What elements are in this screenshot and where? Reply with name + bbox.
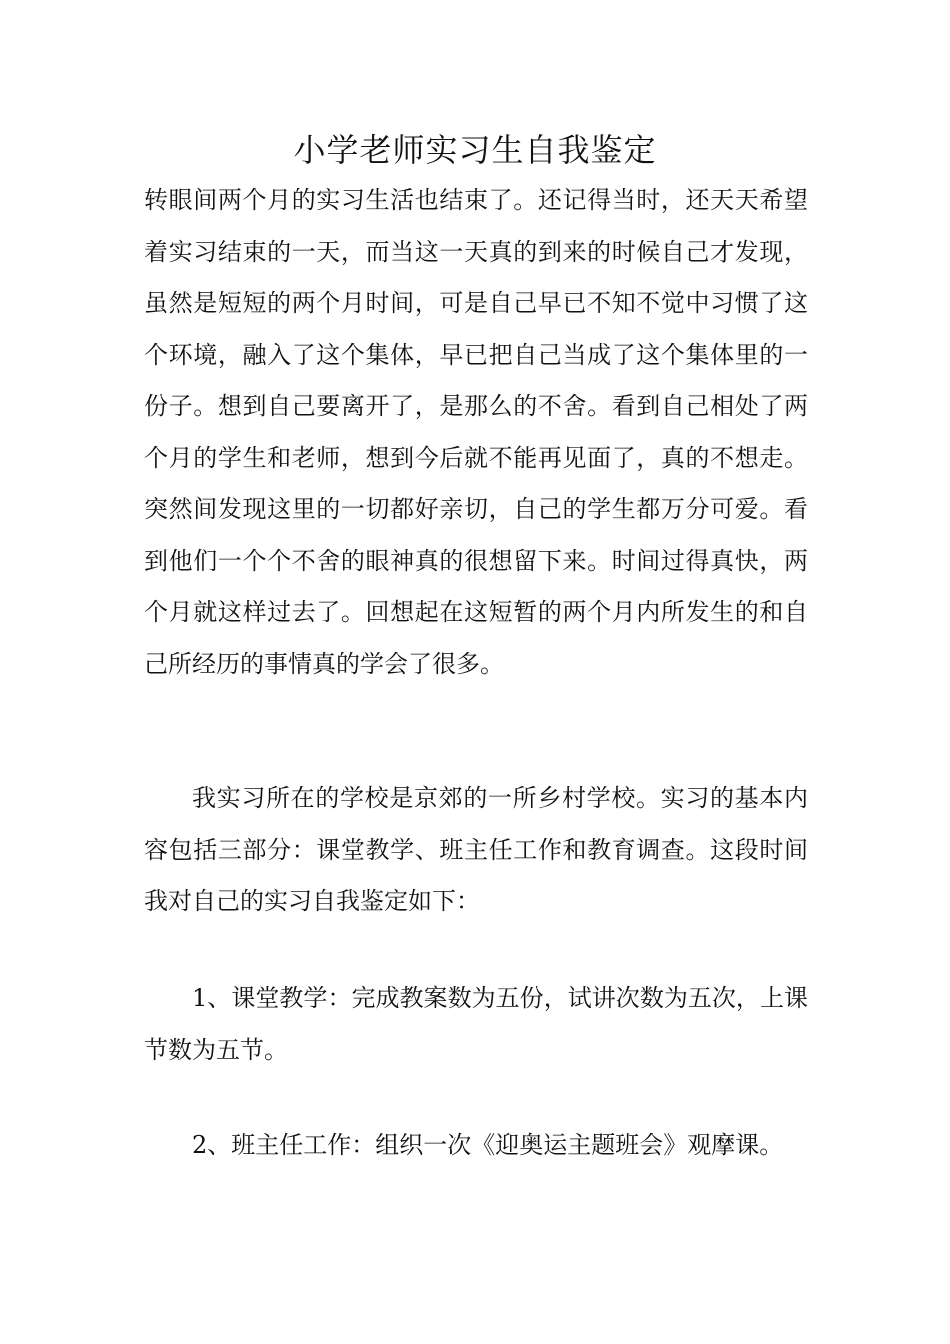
paragraph-class-teacher-work: 2、班主任工作：组织一次《迎奥运主题班会》观摩课。 bbox=[192, 1131, 784, 1159]
paragraph-school-overview: 我实习所在的学校是京郊的一所乡村学校。实习的基本内容包括三部分：课堂教学、班主任工作和教育调查。这段时间我对自己的实习自我鉴定如下： bbox=[144, 784, 808, 915]
paragraph-classroom-teaching: 1、课堂教学：完成教案数为五份，试讲次数为五次，上课节数为五节。 bbox=[144, 984, 808, 1064]
paragraph-intro: 转眼间两个月的实习生活也结束了。还记得当时，还天天希望着实习结束的一天，而当这一天真的到来的时候自己才发现，虽然是短短的两个月时间，可是自己早已不知不觉中习惯了这个环境，融入了这个集体，早已把自己当成了这个集体里的一份子。想到自己要离开了，是那么的不舍。看到自己相处了两个月的学生和老师，想到今后就不能再见面了，真的不想走。突然间发现这里的一切都好亲切，自己的学生都万分可爱。看到他们一个个不舍的眼神真的很想留下来。时间过得真快，两个月就这样过去了。回想起在这短暂的两个月内所发生的和自己所经历的事情真的学会了很多。 bbox=[144, 186, 808, 678]
document-title: 小学老师实习生自我鉴定 bbox=[293, 131, 657, 169]
